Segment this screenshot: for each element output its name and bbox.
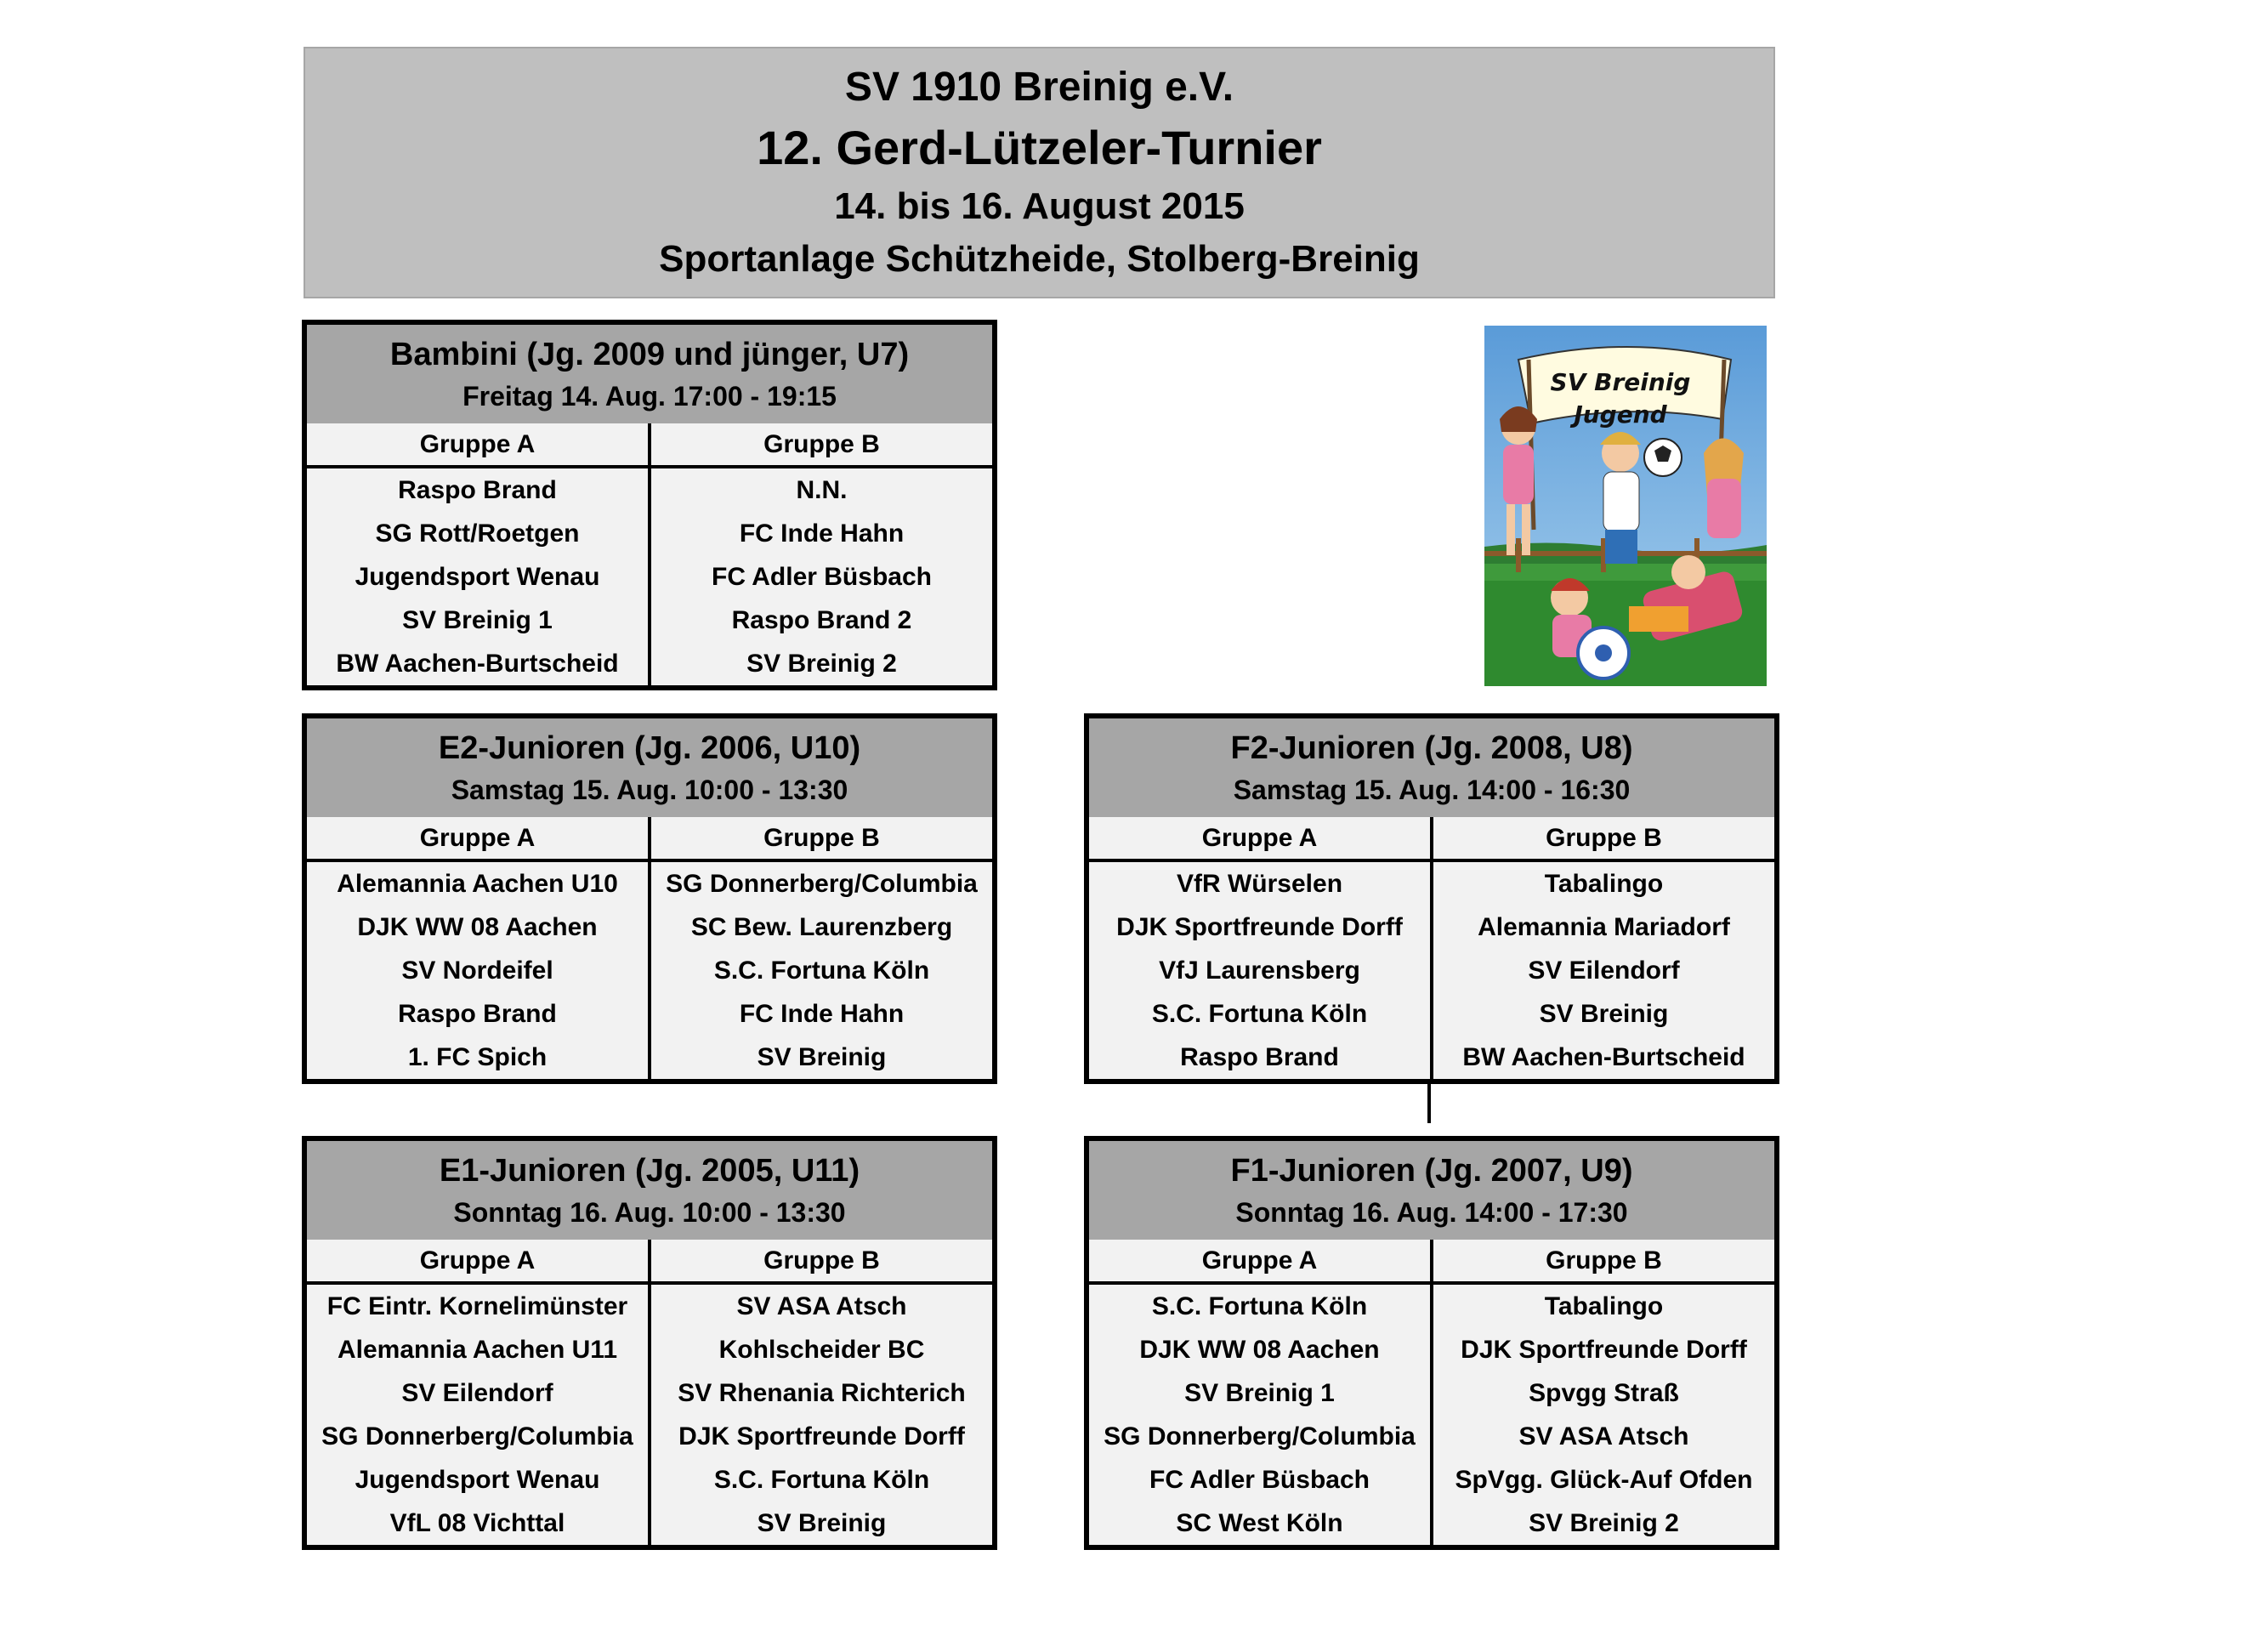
- team-cell: Raspo Brand: [1089, 1036, 1432, 1079]
- team-cell: VfR Würselen: [1089, 860, 1432, 905]
- table-row: [1089, 992, 1774, 1036]
- team-cell: SV Breinig 1: [1089, 1371, 1432, 1415]
- team-cell: BW Aachen-Burtscheid: [1462, 1042, 1745, 1071]
- bambini-schedule: Freitag 14. Aug. 17:00 - 19:15: [462, 381, 837, 412]
- team-cell: SC Bew. Laurenzberg: [690, 912, 953, 941]
- group-b-header: Gruppe B: [650, 423, 992, 467]
- team-cell: SG Donnerberg/Columbia: [1089, 1415, 1432, 1458]
- team-cell: SV ASA Atsch: [736, 1292, 907, 1320]
- team-cell: S.C. Fortuna Köln: [1089, 1283, 1432, 1328]
- youth-illustration: [1484, 326, 1767, 686]
- table-row: [307, 1458, 992, 1502]
- club-name: SV 1910 Breinig e.V.: [844, 65, 1234, 110]
- team-cell: SV Breinig: [757, 1508, 887, 1537]
- team-cell: SV Eilendorf: [1528, 956, 1680, 985]
- team-cell: Spvgg Straß: [1529, 1378, 1679, 1407]
- table-row: [307, 1328, 992, 1371]
- team-cell: SC West Köln: [1089, 1502, 1432, 1545]
- table-row: [307, 905, 992, 949]
- tournament-title: 12. Gerd-Lützeler-Turnier: [757, 121, 1322, 174]
- table-row: [307, 1283, 992, 1328]
- team-cell: DJK WW 08 Aachen: [1089, 1328, 1432, 1371]
- f2-block: [1084, 713, 1779, 1084]
- team-cell: Kohlscheider BC: [718, 1335, 925, 1364]
- e1-block: [302, 1136, 997, 1550]
- f2-header: [1089, 718, 1774, 817]
- team-cell: Alemannia Aachen U11: [307, 1328, 650, 1371]
- f2-schedule: Samstag 15. Aug. 14:00 - 16:30: [1233, 775, 1631, 805]
- f1-header: [1089, 1141, 1774, 1240]
- team-cell: Alemannia Mariadorf: [1478, 912, 1730, 941]
- f1-block: [1084, 1136, 1779, 1550]
- team-cell: Tabalingo: [1544, 1292, 1664, 1320]
- team-cell: SV Breinig: [757, 1042, 887, 1071]
- team-cell: SG Donnerberg/Columbia: [666, 869, 978, 898]
- table-row: [1089, 949, 1774, 992]
- team-cell: S.C. Fortuna Köln: [713, 956, 930, 985]
- team-cell: SpVgg. Glück-Auf Ofden: [1455, 1465, 1753, 1494]
- team-cell: SV Rhenania Richterich: [678, 1378, 966, 1407]
- table-row: [1089, 1328, 1774, 1371]
- bambini-header: [307, 325, 992, 423]
- table-row: [307, 467, 992, 512]
- team-cell: Jugendsport Wenau: [307, 1458, 650, 1502]
- team-cell: SV Nordeifel: [307, 949, 650, 992]
- team-cell: SV Breinig 1: [307, 599, 650, 642]
- team-cell: Jugendsport Wenau: [307, 555, 650, 599]
- f2-title: F2-Junioren (Jg. 2008, U8): [1230, 730, 1633, 766]
- team-cell: BW Aachen-Burtscheid: [307, 642, 650, 685]
- bambini-groups-table: [307, 423, 992, 685]
- table-row: [1089, 1036, 1774, 1079]
- e2-title: E2-Junioren (Jg. 2006, U10): [438, 730, 861, 766]
- group-a-header: Gruppe A: [307, 1240, 650, 1283]
- team-cell: SV Breinig: [1539, 999, 1669, 1028]
- group-a-header: Gruppe A: [1089, 817, 1432, 860]
- group-a-header: Gruppe A: [1089, 1240, 1432, 1283]
- e1-title: E1-Junioren (Jg. 2005, U11): [439, 1153, 860, 1189]
- table-row: [307, 599, 992, 642]
- tournament-venue: Sportanlage Schützheide, Stolberg-Breinig: [659, 238, 1420, 280]
- bambini-block: [302, 320, 997, 690]
- team-cell: FC Adler Büsbach: [1089, 1458, 1432, 1502]
- column-connector-line: [1427, 1083, 1431, 1123]
- team-cell: DJK Sportfreunde Dorff: [678, 1422, 965, 1450]
- team-cell: SV Breinig 2: [746, 649, 897, 678]
- table-row: [1089, 1415, 1774, 1458]
- team-cell: N.N.: [796, 475, 848, 504]
- table-row: [307, 642, 992, 685]
- table-row: [307, 1036, 992, 1079]
- tournament-dates: 14. bis 16. August 2015: [834, 185, 1245, 227]
- e2-header: [307, 718, 992, 817]
- team-cell: Raspo Brand: [307, 992, 650, 1036]
- e2-block: [302, 713, 997, 1084]
- team-cell: VfJ Laurensberg: [1089, 949, 1432, 992]
- team-cell: Raspo Brand: [307, 467, 650, 512]
- team-cell: S.C. Fortuna Köln: [1089, 992, 1432, 1036]
- e2-groups-table: [307, 817, 992, 1079]
- banner-text-1: SV Breinig: [1550, 368, 1691, 396]
- tournament-header: [304, 47, 1775, 298]
- table-row: [307, 555, 992, 599]
- table-row: [307, 992, 992, 1036]
- group-b-header: Gruppe B: [1432, 817, 1774, 860]
- team-cell: Tabalingo: [1544, 869, 1664, 898]
- e1-groups-table: [307, 1240, 992, 1545]
- e1-header: [307, 1141, 992, 1240]
- group-a-header: Gruppe A: [307, 817, 650, 860]
- team-cell: DJK WW 08 Aachen: [307, 905, 650, 949]
- f1-groups-table: [1089, 1240, 1774, 1545]
- group-b-header: Gruppe B: [1432, 1240, 1774, 1283]
- f1-schedule: Sonntag 16. Aug. 14:00 - 17:30: [1235, 1197, 1628, 1228]
- group-a-header: Gruppe A: [307, 423, 650, 467]
- table-row: [1089, 1283, 1774, 1328]
- team-cell: SV Eilendorf: [307, 1371, 650, 1415]
- team-cell: VfL 08 Vichttal: [307, 1502, 650, 1545]
- team-cell: SG Donnerberg/Columbia: [307, 1415, 650, 1458]
- team-cell: FC Eintr. Kornelimünster: [307, 1283, 650, 1328]
- table-row: [1089, 860, 1774, 905]
- table-row: [1089, 1458, 1774, 1502]
- table-row: [1089, 905, 1774, 949]
- group-b-header: Gruppe B: [650, 817, 992, 860]
- table-row: [307, 949, 992, 992]
- team-cell: S.C. Fortuna Köln: [713, 1465, 930, 1494]
- e1-schedule: Sonntag 16. Aug. 10:00 - 13:30: [453, 1197, 846, 1228]
- team-cell: SG Rott/Roetgen: [307, 512, 650, 555]
- table-row: [307, 1502, 992, 1545]
- table-row: [307, 860, 992, 905]
- table-row: [307, 1415, 992, 1458]
- banner-text-2: Jugend: [1574, 400, 1667, 429]
- team-cell: 1. FC Spich: [307, 1036, 650, 1079]
- f1-title: F1-Junioren (Jg. 2007, U9): [1230, 1153, 1633, 1189]
- team-cell: DJK Sportfreunde Dorff: [1089, 905, 1432, 949]
- youth-illustration-drawing: [1484, 326, 1767, 686]
- table-row: [307, 1371, 992, 1415]
- team-cell: FC Inde Hahn: [739, 519, 905, 548]
- team-cell: FC Inde Hahn: [739, 999, 905, 1028]
- group-b-header: Gruppe B: [650, 1240, 992, 1283]
- team-cell: DJK Sportfreunde Dorff: [1461, 1335, 1747, 1364]
- bambini-title: Bambini (Jg. 2009 und jünger, U7): [389, 337, 910, 372]
- table-row: [1089, 1502, 1774, 1545]
- team-cell: FC Adler Büsbach: [712, 562, 932, 591]
- e2-schedule: Samstag 15. Aug. 10:00 - 13:30: [451, 775, 848, 805]
- f2-groups-table: [1089, 817, 1774, 1079]
- team-cell: Raspo Brand 2: [731, 605, 912, 634]
- team-cell: Alemannia Aachen U10: [307, 860, 650, 905]
- team-cell: SV Breinig 2: [1529, 1508, 1679, 1537]
- table-row: [1089, 1371, 1774, 1415]
- table-row: [307, 512, 992, 555]
- team-cell: SV ASA Atsch: [1518, 1422, 1689, 1450]
